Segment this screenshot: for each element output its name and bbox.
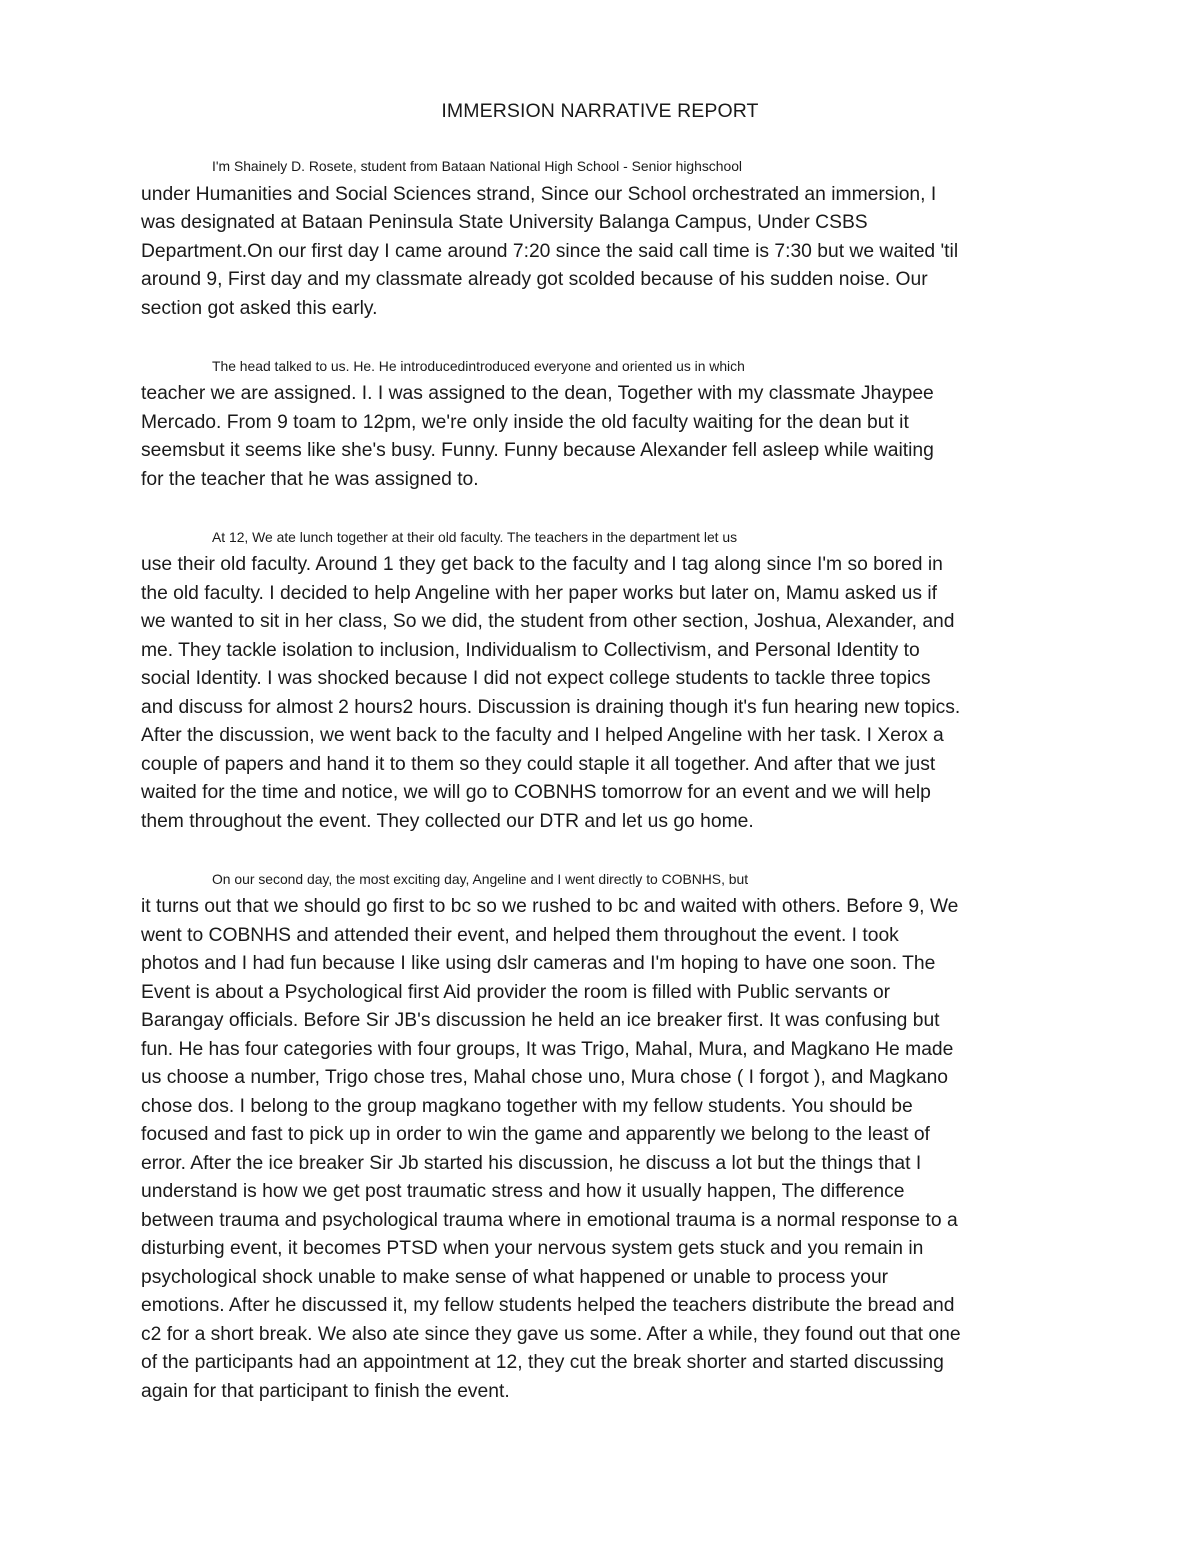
paragraph [141, 523, 1061, 837]
paragraph [141, 352, 1061, 495]
paragraph [141, 152, 1061, 323]
text-line: Department.On our first day I came around 7:20 since the said call time is 7:30 but we waited 'til [141, 240, 959, 262]
text-line: emotions. After he discussed it, my fellow students helped the teachers distribute the bread and [141, 1295, 955, 1316]
text-line: and discuss for almost 2 hours2 hours. Discussion is draining though it's fun hearing new topics. [141, 696, 961, 718]
text-line: them throughout the event. They collected our DTR and let us go home. [141, 810, 754, 832]
text-line: On our second day, the most exciting day, Angeline and I went directly to COBNHS, but [212, 870, 749, 887]
text-line: Barangay officials. Before Sir JB's discussion he held an ice breaker first. It was confusing but [141, 1010, 940, 1031]
text-line: I'm Shainely D. Rosete, student from Bataan National High School - Senior highschool [212, 158, 743, 174]
text-line: focused and fast to pick up in order to win the game and apparently we belong to the least of [141, 1124, 930, 1145]
text-line: teacher we are assigned. I. I was assigned to the dean, Together with my classmate Jhaypee [141, 383, 934, 404]
text-line: social Identity. I was shocked because I did not expect college students to tackle three topics [141, 668, 931, 689]
text-line: waited for the time and notice, we will go to COBNHS tomorrow for an event and we will help [141, 782, 931, 803]
text-line: of the participants had an appointment at 12, they cut the break shorter and started discussing [141, 1352, 944, 1373]
text-line: disturbing event, it becomes PTSD when your nervous system gets stuck and you remain in [141, 1238, 924, 1259]
text-line: for the teacher that he was assigned to. [141, 468, 479, 490]
text-line: couple of papers and hand it to them so they could staple it all together. And after that we just [141, 753, 936, 775]
text-line: After the discussion, we went back to the faculty and I helped Angeline with her task. I Xerox a [141, 725, 944, 746]
text-line: The head talked to us. He. He introducedintroduced everyone and oriented us in which [212, 357, 745, 374]
document-body [141, 152, 1061, 1406]
text-line: under Humanities and Social Sciences strand, Since our School orchestrated an immersion, I [141, 183, 937, 205]
text-line: us choose a number, Trigo chose tres, Mahal chose uno, Mura chose ( I forgot ), and Magkano [141, 1067, 949, 1088]
text-line: again for that participant to finish the event. [141, 1380, 510, 1402]
text-line: understand is how we get post traumatic stress and how it usually happen, The difference [141, 1181, 905, 1202]
text-line: around 9, First day and my classmate already got scolded because of his sudden noise. Our [141, 269, 928, 290]
text-line: seemsbut it seems like she's busy. Funny. Funny because Alexander fell asleep while waiting [141, 440, 934, 461]
text-line: it turns out that we should go first to bc so we rushed to bc and waited with others. Before 9, We [141, 896, 959, 917]
document-title: IMMERSION NARRATIVE REPORT [441, 100, 759, 122]
text-line: section got asked this early. [141, 297, 378, 319]
text-line: Event is about a Psychological first Aid provider the room is filled with Public servants or [141, 981, 891, 1003]
text-line: At 12, We ate lunch together at their old faculty. The teachers in the department let us [212, 528, 738, 545]
text-line: photos and I had fun because I like using dslr cameras and I'm hoping to have one soon. The [141, 953, 936, 974]
text-line: c2 for a short break. We also ate since they gave us some. After a while, they found out that one [141, 1323, 961, 1345]
text-line: use their old faculty. Around 1 they get back to the faculty and I tag along since I'm so bored in [141, 554, 943, 575]
text-line: between trauma and psychological trauma where in emotional trauma is a normal response to a [141, 1209, 958, 1231]
paragraph [141, 865, 1061, 1407]
text-line: the old faculty. I decided to help Angeline with her paper works but later on, Mamu asked us if [141, 582, 937, 604]
text-line: fun. He has four categories with four groups, It was Trigo, Mahal, Mura, and Magkano He made [141, 1038, 954, 1060]
text-line: we wanted to sit in her class, So we did, the student from other section, Joshua, Alexander, and [141, 611, 955, 632]
text-line: me. They tackle isolation to inclusion, Individualism to Collectivism, and Personal Identity to [141, 639, 920, 661]
text-line: Mercado. From 9 toam to 12pm, we're only inside the old faculty waiting for the dean but it [141, 411, 909, 433]
text-line: was designated at Bataan Peninsula State University Balanga Campus, Under CSBS [141, 212, 868, 233]
text-line: chose dos. I belong to the group magkano together with my fellow students. You should be [141, 1095, 913, 1117]
text-line: error. After the ice breaker Sir Jb started his discussion, he discuss a lot but the things that I [141, 1152, 922, 1174]
text-line: psychological shock unable to make sense of what happened or unable to process your [141, 1266, 889, 1288]
text-line: went to COBNHS and attended their event, and helped them throughout the event. I took [141, 924, 899, 946]
